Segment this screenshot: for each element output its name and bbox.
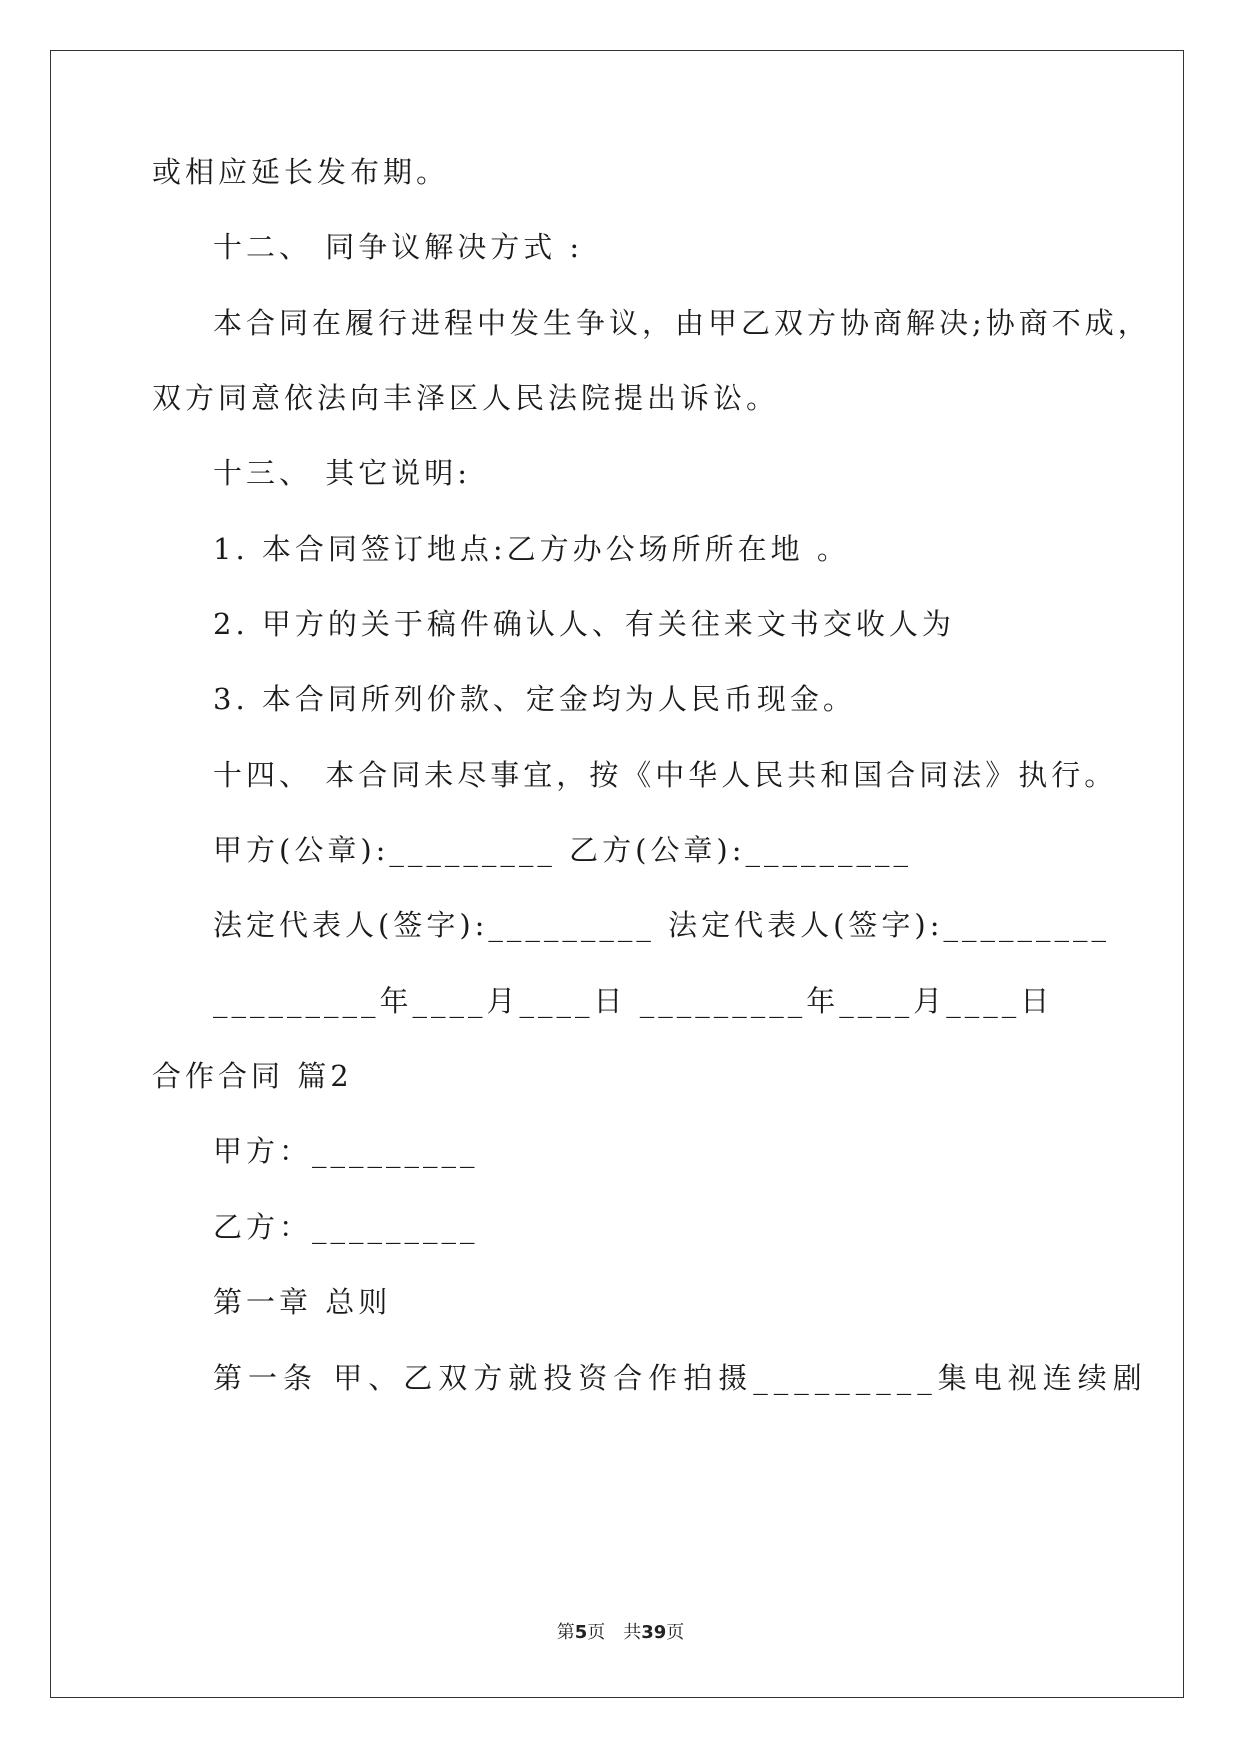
text-line: 本合同在履行进程中发生争议，由甲乙双方协商解决;协商不成， [213, 306, 1151, 340]
list-item: 1. 本合同签订地点:乙方办公场所所在地 。 [213, 532, 850, 566]
party-a-line: 甲方：_________ [213, 1134, 479, 1168]
signature-seal-line: 甲方(公章):_________ 乙方(公章):_________ [213, 833, 913, 867]
footer-suffix: 页 [666, 1622, 685, 1643]
signature-date-line: _________年____月____日 _________年____月____日 [213, 984, 1054, 1018]
page-footer [0, 1618, 1241, 1644]
list-item: 3. 本合同所列价款、定金均为人民币现金。 [213, 682, 856, 716]
footer-page-number: 5 [574, 1622, 588, 1643]
text-line: 或相应延长发布期。 [152, 155, 450, 189]
page-border [50, 50, 1184, 1698]
party-b-line: 乙方：_________ [213, 1210, 479, 1244]
article-line: 第一条 甲、乙双方就投资合作拍摄_________集电视连续剧 [213, 1361, 1148, 1395]
footer-prefix: 第 [556, 1622, 575, 1643]
section-heading-14: 十四、 本合同未尽事宜，按《中华人民共和国合同法》执行。 [213, 758, 1118, 792]
section-heading-12: 十二、 同争议解决方式 : [213, 230, 584, 264]
chapter-heading: 第一章 总则 [213, 1285, 392, 1319]
signature-representative-line: 法定代表人(签字):_________ 法定代表人(签字):_________ [213, 908, 1111, 942]
section-heading-13: 十三、 其它说明: [213, 456, 471, 490]
footer-total-pages: 39 [641, 1622, 667, 1643]
text-line: 双方同意依法向丰泽区人民法院提出诉讼。 [152, 381, 780, 415]
contract-title: 合作合同 篇2 [152, 1059, 353, 1093]
footer-middle: 页 共 [587, 1622, 642, 1643]
list-item: 2. 甲方的关于稿件确认人、有关往来文书交收人为 [213, 607, 955, 641]
